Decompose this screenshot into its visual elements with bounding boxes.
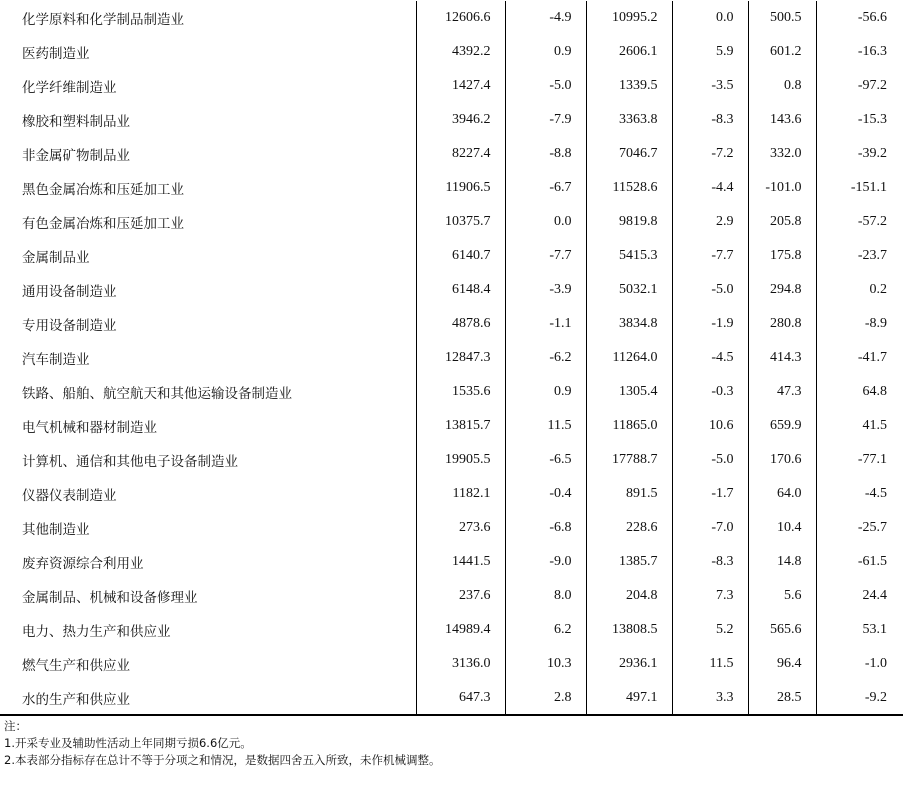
table-row [0,103,903,137]
value-cell: 11.5 [672,647,748,681]
value-cell: -6.8 [505,511,586,545]
value-cell: -7.0 [672,511,748,545]
value-cell: -16.3 [816,35,903,69]
table-row [0,341,903,375]
value-cell: 5032.1 [586,273,672,307]
value-cell: -4.5 [816,477,903,511]
table-row [0,443,903,477]
table-row [0,375,903,409]
note-1: 1.开采专业及辅助性活动上年同期亏损6.6亿元。 [4,736,252,750]
industry-name: 医药制造业 [22,46,90,62]
industry-name: 金属制品、机械和设备修理业 [22,590,198,606]
table-row [0,511,903,545]
value-cell: 2936.1 [586,647,672,681]
industry-name: 仪器仪表制造业 [22,488,117,504]
value-cell: -1.9 [672,307,748,341]
value-cell: 12606.6 [416,1,505,35]
value-cell: -7.7 [672,239,748,273]
industry-name: 铁路、船舶、航空航天和其他运输设备制造业 [22,386,292,402]
industry-name: 专用设备制造业 [22,318,117,334]
value-cell: 3136.0 [416,647,505,681]
value-cell: -151.1 [816,171,903,205]
value-cell: 0.9 [505,375,586,409]
value-cell: 2.9 [672,205,748,239]
value-cell: 170.6 [748,443,816,477]
table-bottom-rule [0,714,903,716]
value-cell: -6.7 [505,171,586,205]
value-cell: 0.0 [672,1,748,35]
value-cell: -8.3 [672,545,748,579]
value-cell: 9819.8 [586,205,672,239]
industry-name: 计算机、通信和其他电子设备制造业 [22,454,238,470]
value-cell: 41.5 [816,409,903,443]
value-cell: 7046.7 [586,137,672,171]
value-cell: 19905.5 [416,443,505,477]
value-cell: 11528.6 [586,171,672,205]
value-cell: 6140.7 [416,239,505,273]
value-cell: 891.5 [586,477,672,511]
industry-name: 废弃资源综合利用业 [22,556,144,572]
value-cell: -39.2 [816,137,903,171]
value-cell: 64.0 [748,477,816,511]
industry-name: 化学纤维制造业 [22,80,117,96]
value-cell: -7.2 [672,137,748,171]
value-cell: -0.4 [505,477,586,511]
value-cell: -5.0 [672,443,748,477]
value-cell: 1441.5 [416,545,505,579]
value-cell: 0.0 [505,205,586,239]
value-cell: -3.9 [505,273,586,307]
industry-name: 燃气生产和供应业 [22,658,130,674]
value-cell: -15.3 [816,103,903,137]
value-cell: 8.0 [505,579,586,613]
value-cell: -8.8 [505,137,586,171]
value-cell: 24.4 [816,579,903,613]
value-cell: -41.7 [816,341,903,375]
value-cell: 332.0 [748,137,816,171]
value-cell: 6148.4 [416,273,505,307]
table-row [0,613,903,647]
value-cell: -23.7 [816,239,903,273]
value-cell: 3363.8 [586,103,672,137]
value-cell: 1339.5 [586,69,672,103]
industry-name: 化学原料和化学制品制造业 [22,12,184,28]
value-cell: -97.2 [816,69,903,103]
value-cell: -1.1 [505,307,586,341]
industry-data-table [0,1,903,715]
value-cell: -4.9 [505,1,586,35]
value-cell: 10.6 [672,409,748,443]
value-cell: 3.3 [672,681,748,715]
value-cell: 4878.6 [416,307,505,341]
table-row [0,579,903,613]
value-cell: -5.0 [505,69,586,103]
notes-title: 注： [4,719,27,733]
value-cell: 12847.3 [416,341,505,375]
value-cell: 1535.6 [416,375,505,409]
table-row [0,1,903,35]
value-cell: 5.2 [672,613,748,647]
table-row [0,681,903,715]
value-cell: 565.6 [748,613,816,647]
value-cell: 5.6 [748,579,816,613]
table-row [0,35,903,69]
value-cell: 647.3 [416,681,505,715]
value-cell: 659.9 [748,409,816,443]
value-cell: 294.8 [748,273,816,307]
value-cell: -25.7 [816,511,903,545]
value-cell: 5415.3 [586,239,672,273]
value-cell: -3.5 [672,69,748,103]
table-row [0,647,903,681]
value-cell: -9.0 [505,545,586,579]
value-cell: 47.3 [748,375,816,409]
value-cell: 5.9 [672,35,748,69]
value-cell: 1305.4 [586,375,672,409]
value-cell: -8.9 [816,307,903,341]
table-row [0,205,903,239]
value-cell: -9.2 [816,681,903,715]
value-cell: 497.1 [586,681,672,715]
value-cell: 53.1 [816,613,903,647]
value-cell: 205.8 [748,205,816,239]
value-cell: -7.9 [505,103,586,137]
value-cell: 0.9 [505,35,586,69]
value-cell: 204.8 [586,579,672,613]
value-cell: 4392.2 [416,35,505,69]
value-cell: 96.4 [748,647,816,681]
value-cell: -6.5 [505,443,586,477]
industry-name: 水的生产和供应业 [22,692,130,708]
value-cell: 13808.5 [586,613,672,647]
value-cell: 228.6 [586,511,672,545]
value-cell: 1182.1 [416,477,505,511]
value-cell: 280.8 [748,307,816,341]
industry-name: 电力、热力生产和供应业 [22,624,171,640]
industry-name: 非金属矿物制品业 [22,148,130,164]
value-cell: 14.8 [748,545,816,579]
table-row [0,545,903,579]
notes [4,718,440,769]
value-cell: -77.1 [816,443,903,477]
value-cell: -4.4 [672,171,748,205]
value-cell: 6.2 [505,613,586,647]
value-cell: 3834.8 [586,307,672,341]
value-cell: 10995.2 [586,1,672,35]
value-cell: -4.5 [672,341,748,375]
value-cell: 28.5 [748,681,816,715]
value-cell: 10375.7 [416,205,505,239]
value-cell: 13815.7 [416,409,505,443]
table-row [0,137,903,171]
industry-name: 汽车制造业 [22,352,90,368]
value-cell: 414.3 [748,341,816,375]
value-cell: -0.3 [672,375,748,409]
value-cell: 0.8 [748,69,816,103]
value-cell: 1385.7 [586,545,672,579]
value-cell: 11264.0 [586,341,672,375]
table-row [0,171,903,205]
value-cell: 10.3 [505,647,586,681]
table-row [0,477,903,511]
value-cell: 7.3 [672,579,748,613]
value-cell: 500.5 [748,1,816,35]
table-row [0,307,903,341]
value-cell: 2606.1 [586,35,672,69]
value-cell: -56.6 [816,1,903,35]
value-cell: 1427.4 [416,69,505,103]
table-row [0,69,903,103]
value-cell: 175.8 [748,239,816,273]
value-cell: 273.6 [416,511,505,545]
industry-name: 有色金属冶炼和压延加工业 [22,216,184,232]
note-2: 2.本表部分指标存在总计不等于分项之和情况，是数据四舍五入所致，未作机械调整。 [4,753,441,767]
table-row [0,409,903,443]
value-cell: 8227.4 [416,137,505,171]
value-cell: 3946.2 [416,103,505,137]
table-row [0,273,903,307]
value-cell: -6.2 [505,341,586,375]
industry-name: 电气机械和器材制造业 [22,420,157,436]
value-cell: 14989.4 [416,613,505,647]
value-cell: 0.2 [816,273,903,307]
value-cell: -8.3 [672,103,748,137]
value-cell: 2.8 [505,681,586,715]
value-cell: -7.7 [505,239,586,273]
industry-name: 橡胶和塑料制品业 [22,114,130,130]
industry-name: 通用设备制造业 [22,284,117,300]
value-cell: 601.2 [748,35,816,69]
value-cell: 17788.7 [586,443,672,477]
value-cell: 11865.0 [586,409,672,443]
value-cell: -5.0 [672,273,748,307]
value-cell: 11906.5 [416,171,505,205]
value-cell: 143.6 [748,103,816,137]
value-cell: -1.7 [672,477,748,511]
industry-name: 黑色金属冶炼和压延加工业 [22,182,184,198]
value-cell: -101.0 [748,171,816,205]
value-cell: 64.8 [816,375,903,409]
value-cell: -57.2 [816,205,903,239]
value-cell: -61.5 [816,545,903,579]
industry-name: 其他制造业 [22,522,90,538]
value-cell: 237.6 [416,579,505,613]
table-row [0,239,903,273]
value-cell: 10.4 [748,511,816,545]
value-cell: -1.0 [816,647,903,681]
value-cell: 11.5 [505,409,586,443]
industry-name: 金属制品业 [22,250,90,266]
